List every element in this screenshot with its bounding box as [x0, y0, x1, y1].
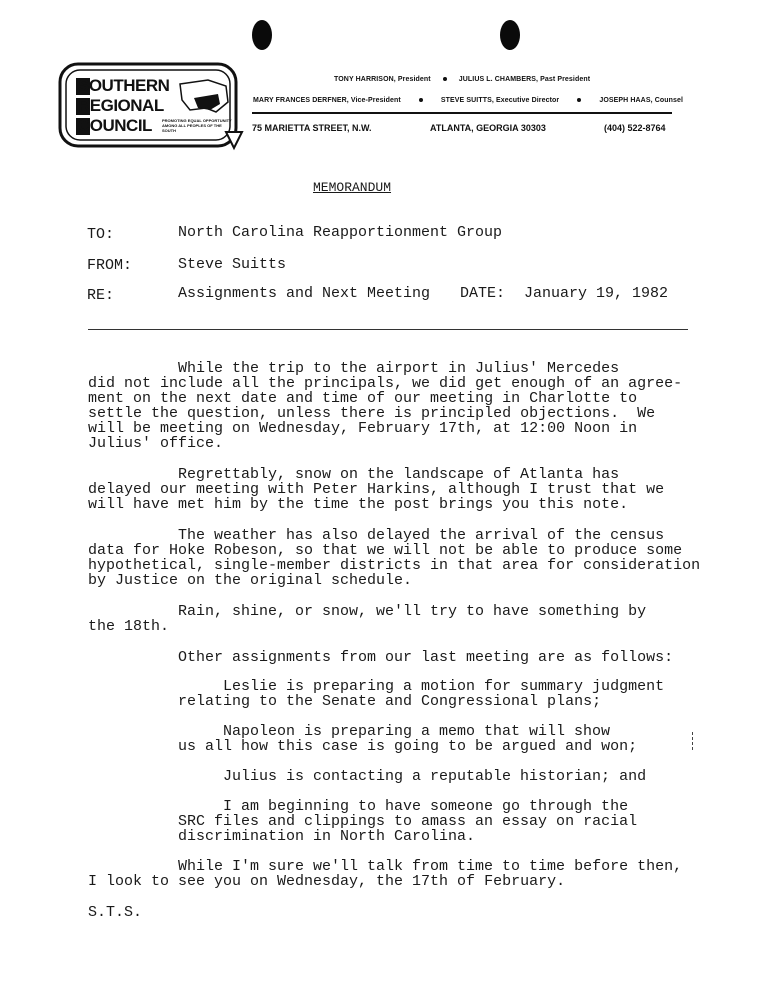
date-label: DATE: [460, 285, 506, 302]
date-value: January 19, 1982 [524, 285, 669, 302]
a1-line-2: relating to the Senate and Congressional plans; [178, 693, 602, 710]
p3-line-1: The weather has also delayed the arrival of the census [178, 527, 665, 544]
header-divider [88, 329, 688, 330]
logo-line-1: SOUTHERN [78, 76, 170, 95]
us-map-icon [180, 80, 228, 112]
officer-executive-director: STEVE SUITTS, Executive Director [440, 97, 560, 104]
a1-line-1: Leslie is preparing a motion for summary judgment [223, 678, 665, 695]
p1-line-3: ment on the next date and time of our meeting in Charlotte to [88, 390, 638, 407]
from-label: FROM: [87, 257, 133, 274]
margin-mark [692, 732, 696, 750]
officer-president: TONY HARRISON, President [334, 76, 431, 83]
paragraph-5: Other assignments from our last meeting are as follows: [178, 649, 674, 666]
paragraph-6 [88, 859, 682, 889]
to-value: North Carolina Reapportionment Group [178, 224, 503, 241]
assignment-2 [178, 724, 637, 754]
paragraph-4 [88, 604, 646, 634]
officer-past-president: JULIUS L. CHAMBERS, Past President [458, 76, 591, 83]
p1-line-2: did not include all the principals, we did get enough of an agree- [88, 375, 683, 392]
logo-line-2: REGIONAL [78, 96, 164, 115]
a4-line-2: SRC files and clippings to amass an essay on racial [178, 813, 638, 830]
logo-line-3: COUNCIL [78, 116, 152, 135]
bullet-icon [443, 77, 447, 81]
officer-counsel: JOSEPH HAAS, Counsel [599, 97, 684, 104]
memo-heading: MEMORANDUM [313, 180, 392, 195]
p1-line-1: While the trip to the airport in Julius' Mercedes [178, 360, 620, 377]
signoff-initials: S.T.S. [88, 904, 143, 921]
a4-line-3: discrimination in North Carolina. [178, 828, 476, 845]
p3-line-4: by Justice on the original schedule. [88, 572, 413, 589]
officers-row-1 [334, 76, 590, 83]
paragraph-1 [88, 361, 682, 451]
logo-southern [78, 76, 169, 96]
officer-vice-president: MARY FRANCES DERFNER, Vice-President [253, 97, 401, 104]
bullet-icon [419, 98, 423, 102]
p2-line-1: Regrettably, snow on the landscape of Atlanta has [178, 466, 620, 483]
assignment-4 [178, 799, 637, 844]
officers-row-2 [253, 97, 683, 104]
paragraph-3 [88, 528, 700, 588]
p6-line-2: I look to see you on Wednesday, the 17th of February. [88, 873, 566, 890]
p6-line-1: While I'm sure we'll talk from time to time before then, [178, 858, 683, 875]
org-phone: (404) 522-8764 [604, 123, 666, 133]
a2-line-2: us all how this case is going to be argued and won; [178, 738, 638, 755]
assignment-1 [178, 679, 664, 709]
bullet-icon [577, 98, 581, 102]
a2-line-1: Napoleon is preparing a memo that will show [223, 723, 611, 740]
punch-hole-right [500, 20, 520, 50]
p4-line-2: the 18th. [88, 618, 170, 635]
assignment-3: Julius is contacting a reputable historian; and [223, 768, 647, 785]
logo-council [78, 116, 152, 136]
logo-tagline: PROMOTING EQUAL OPPORTUNITY AMONG ALL PEOPLES OF THE SOUTH [162, 118, 232, 133]
p1-line-5: will be meeting on Wednesday, February 17th, at 12:00 Noon in [88, 420, 638, 437]
p4-line-1: Rain, shine, or snow, we'll try to have something by [178, 603, 647, 620]
punch-hole-left [252, 20, 272, 50]
to-label: TO: [87, 226, 115, 243]
src-logo [58, 62, 248, 152]
p2-line-2: delayed our meeting with Peter Harkins, although I trust that we [88, 481, 665, 498]
p1-line-6: Julius' office. [88, 435, 224, 452]
p2-line-3: will have met him by the time the post brings you this note. [88, 496, 629, 513]
p3-line-3: hypothetical, single-member districts in that area for consideration [88, 557, 701, 574]
org-address: 75 MARIETTA STREET, N.W. [252, 123, 372, 133]
p1-line-4: settle the question, unless there is principled objections. We [88, 405, 656, 422]
from-value: Steve Suitts [178, 256, 287, 273]
paragraph-2 [88, 467, 664, 512]
re-value: Assignments and Next Meeting [178, 285, 431, 302]
a4-line-1: I am beginning to have someone go through the [223, 798, 629, 815]
re-label: RE: [87, 287, 115, 304]
p3-line-2: data for Hoke Robeson, so that we will not be able to produce some [88, 542, 683, 559]
logo-regional [78, 96, 164, 116]
letterhead-rule [252, 112, 672, 114]
org-city: ATLANTA, GEORGIA 30303 [430, 123, 546, 133]
